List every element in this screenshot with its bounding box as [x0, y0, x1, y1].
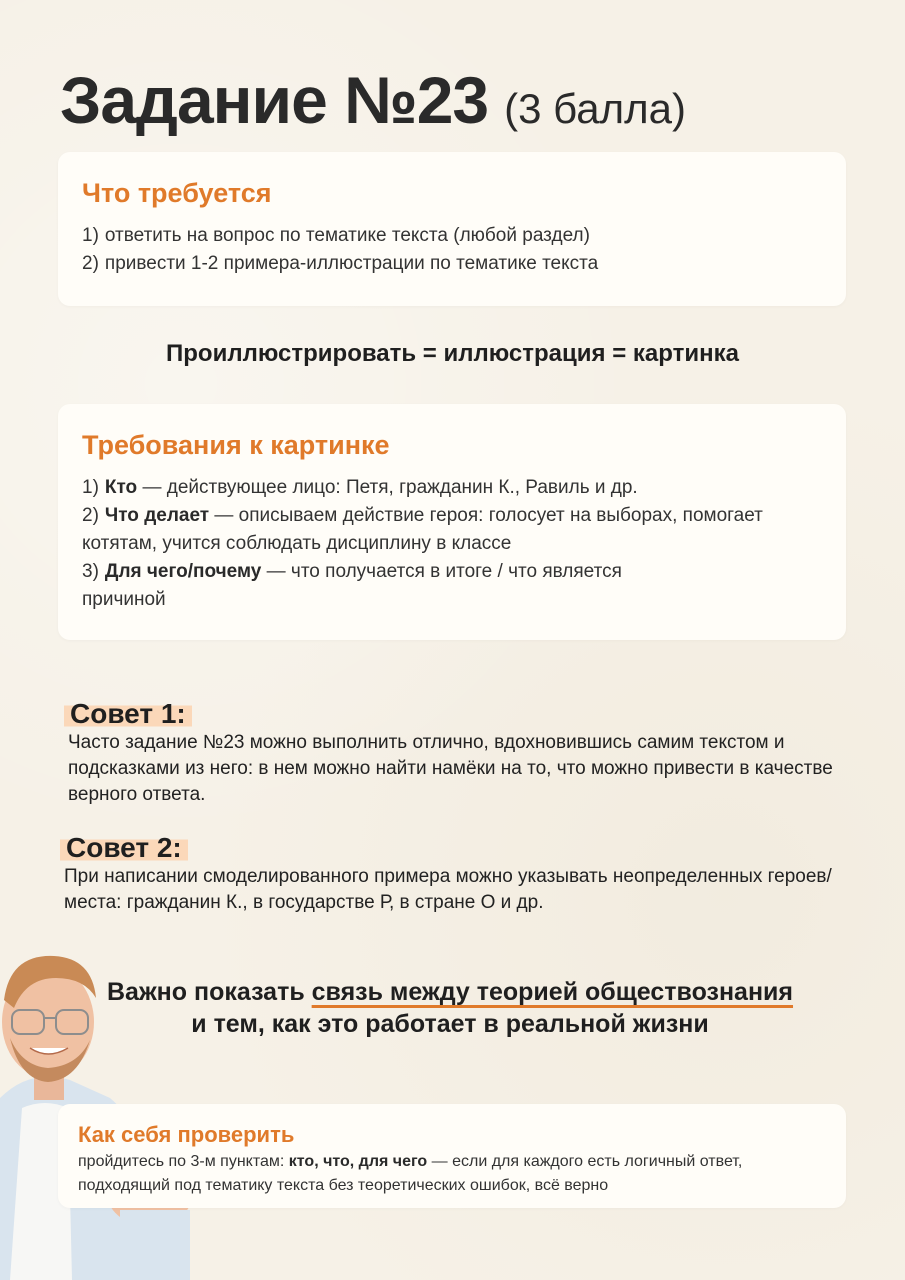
list-item: [82, 558, 662, 614]
important-prefix: Важно показать: [106, 978, 312, 1006]
tip-2-heading: Совет 2:: [60, 834, 188, 862]
tip-2-text: При написании смоделированного примера можно указывать неопределенных героев/места: гражданин К., в государстве Р, в стране О и др.: [64, 866, 832, 913]
important-line-1: [100, 976, 800, 1008]
self-check-text: [78, 1150, 778, 1198]
picture-requirements-list: [82, 474, 822, 614]
definition-line: Проиллюстрировать = иллюстрация = картинка: [166, 340, 739, 367]
self-check-heading: Как себя проверить: [78, 1122, 295, 1147]
self-check-card: [58, 1104, 846, 1208]
important-line-2: и тем, как это работает в реальной жизни: [191, 1010, 709, 1038]
task-points: (3 балла): [504, 85, 686, 132]
requirements-heading: Что требуется: [82, 178, 272, 208]
tip-2: [60, 834, 850, 916]
list-item: [82, 474, 822, 502]
picture-requirements-heading: Требования к картинке: [82, 430, 390, 460]
self-check-keywords: кто, что, для чего: [288, 1153, 428, 1170]
important-statement: [100, 976, 800, 1040]
list-item: [82, 250, 822, 278]
item-text: — действующее лицо: Петя, гражданин К., Равиль и др.: [137, 477, 638, 498]
item-number: 2): [82, 253, 99, 274]
tip-1-heading: Совет 1:: [64, 700, 192, 728]
requirements-list: [82, 222, 822, 278]
item-text: — описываем действие героя: голосует на выборах, помогает котятам, учится соблюдать дисциплину в классе: [82, 505, 763, 554]
task-title: Задание №23: [60, 63, 489, 137]
item-number: 1): [82, 225, 99, 246]
tip-1: [64, 700, 844, 808]
page-title: [60, 62, 686, 138]
item-text: — что получается в итоге / что является причиной: [82, 561, 622, 610]
item-number: 3): [82, 561, 99, 582]
item-keyword: Что делает: [104, 505, 210, 526]
item-text: ответить на вопрос по тематике текста (любой раздел): [104, 225, 590, 246]
picture-requirements-card: [58, 404, 846, 640]
self-check-suffix: — если для каждого есть логичный ответ, подходящий под тематику текста без теоретических ошибок, всё верно: [78, 1153, 743, 1194]
list-item: [82, 502, 822, 558]
sleeve-shape: [120, 1210, 190, 1280]
tip-1-text: Часто задание №23 можно выполнить отлично, вдохновившись самим текстом и подсказками из него: в нем можно найти намёки на то, что можно привести в качестве верного ответа.: [68, 732, 833, 805]
important-underlined: связь между теорией обществознания: [311, 978, 794, 1006]
item-number: 1): [82, 477, 99, 498]
item-keyword: Кто: [104, 477, 138, 498]
list-item: [82, 222, 822, 250]
requirements-card: [58, 152, 846, 306]
item-keyword: Для чего/почему: [104, 561, 262, 582]
self-check-prefix: пройдитесь по 3-м пунктам:: [78, 1153, 289, 1170]
item-number: 2): [82, 505, 99, 526]
item-text: привести 1-2 примера-иллюстрации по тематике текста: [104, 253, 599, 274]
